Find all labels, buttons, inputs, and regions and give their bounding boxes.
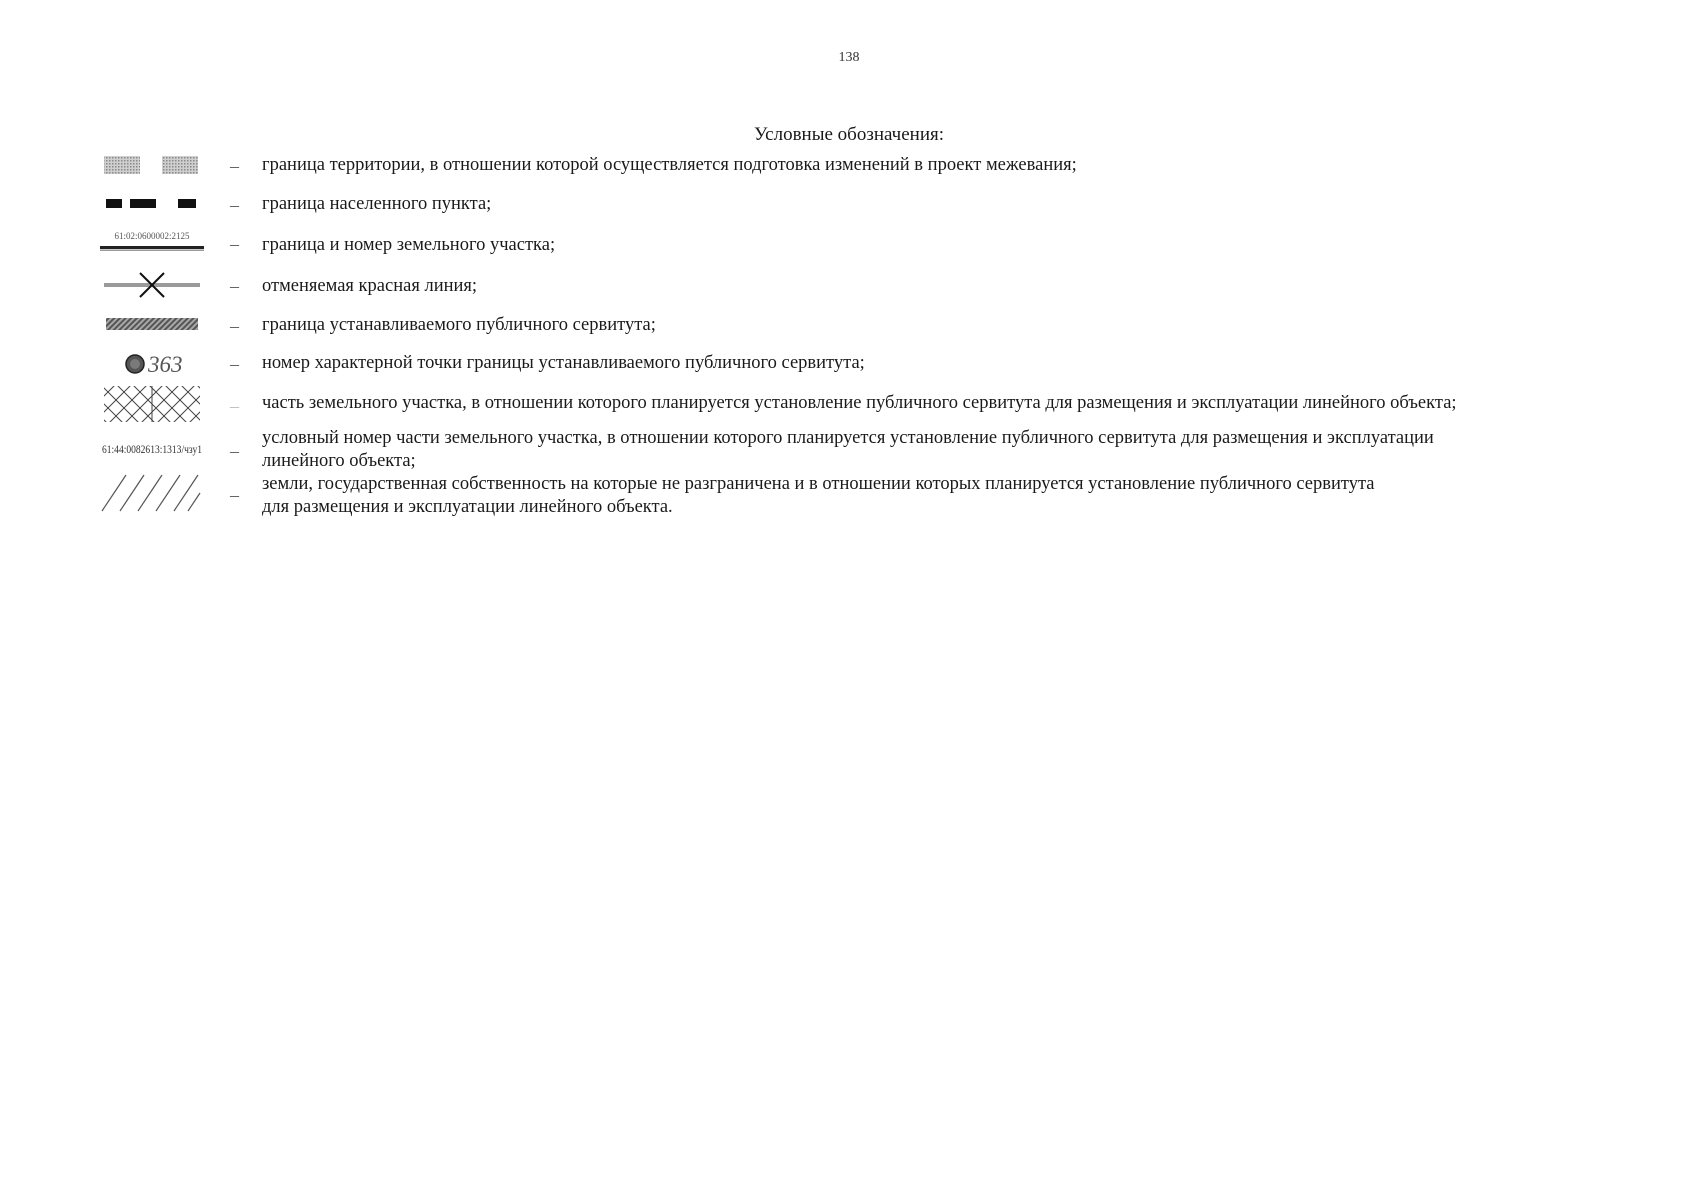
legend-dash: – <box>230 441 239 461</box>
legend-item-text: часть земельного участка, в отношении которого планируется установление публичного сервитута для размещения и эксплуатации линейного объекта; <box>262 393 1457 413</box>
legend-dash: – <box>230 485 239 505</box>
legend-item-text: отменяемая красная линия; <box>262 276 478 296</box>
legend-dash: – <box>230 316 239 336</box>
page-number: 138 <box>838 50 860 65</box>
land-plot-part-number-symbol <box>100 427 204 473</box>
state-land-symbol <box>100 473 204 513</box>
legend-dash: – <box>230 354 239 374</box>
territory-boundary-symbol <box>100 154 204 176</box>
legend-title: Условные обозначения: <box>753 124 945 145</box>
legend-item-text-line1: земли, государственная собственность на которые не разграничена и в отношении которых планируется установление публичного сервитута <box>262 474 1375 494</box>
legend-item-text-line1: условный номер части земельного участка, в отношении которого планируется установление публичного сервитута для размещения и эксплуатации <box>262 428 1434 448</box>
legend-dash: – <box>230 195 239 215</box>
legend-item-text: граница и номер земельного участка; <box>262 235 556 255</box>
legend-item-text-line2: линейного объекта; <box>262 451 416 471</box>
land-plot-number-sample: 61:02:0600002:2125 <box>114 231 190 241</box>
cancelled-red-line-symbol <box>100 270 204 300</box>
point-number-sample: 363 <box>148 352 183 377</box>
legend-dash: – <box>230 156 239 176</box>
land-plot-symbol <box>100 230 204 256</box>
legend-item-text: граница населенного пункта; <box>262 194 492 214</box>
land-plot-part-symbol <box>100 384 204 424</box>
legend-dash: – <box>230 276 239 296</box>
servitude-boundary-symbol <box>100 314 204 336</box>
legend-item-text: граница устанавливаемого публичного сервитута; <box>262 315 656 335</box>
legend-item-text: граница территории, в отношении которой осуществляется подготовка изменений в проект межевания; <box>262 155 1077 175</box>
land-plot-part-number-sample: 61:44:0082613:1313/чзу1 <box>102 444 203 456</box>
settlement-boundary-symbol <box>100 193 204 215</box>
legend-item-text: номер характерной точки границы устанавливаемого публичного сервитута; <box>262 353 865 373</box>
legend-dash: – <box>230 396 239 416</box>
legend-item-text-line2: для размещения и эксплуатации линейного объекта. <box>262 497 673 517</box>
legend-dash: – <box>230 234 239 254</box>
characteristic-point-symbol <box>100 350 204 378</box>
